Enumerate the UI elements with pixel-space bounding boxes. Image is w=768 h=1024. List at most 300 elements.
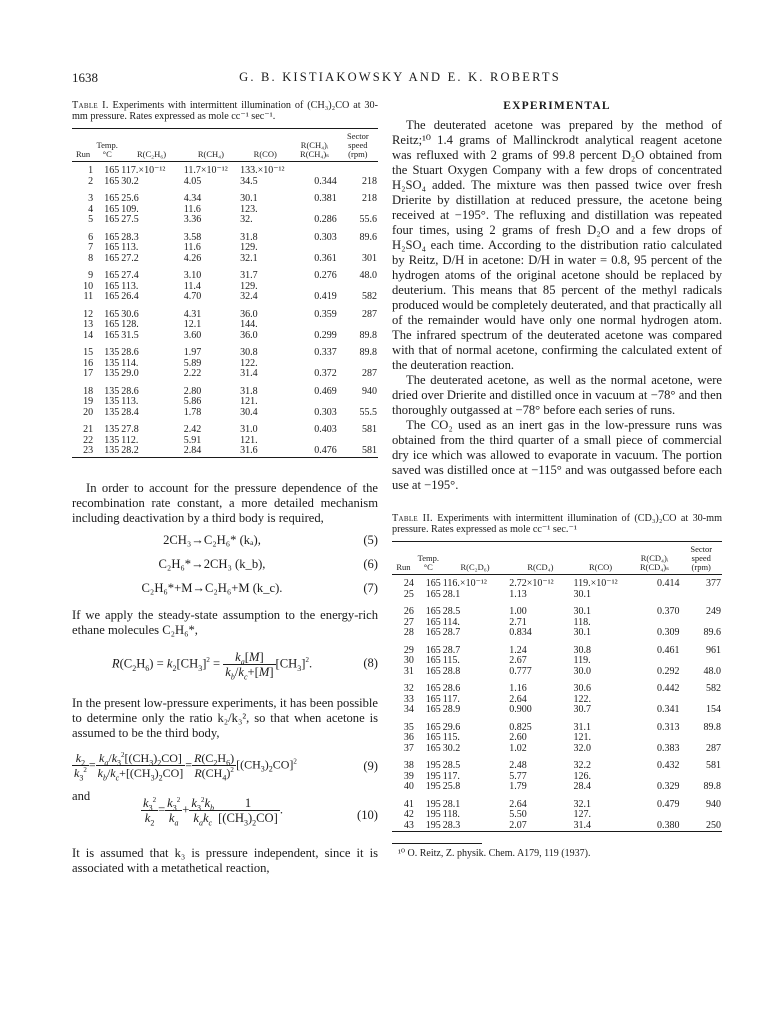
- table-cell: 0.419: [314, 291, 337, 302]
- table-cell: 0.900: [509, 704, 532, 715]
- table-cell: 165: [425, 588, 441, 600]
- table-row: [392, 705, 722, 716]
- table-cell: 25: [403, 588, 414, 600]
- table-cell: 89.6: [359, 231, 377, 243]
- table-cell: [291, 243, 337, 254]
- table-cell: 4: [88, 203, 94, 215]
- table-cell: 117.: [442, 770, 460, 782]
- table-cell: 11.4: [183, 280, 201, 292]
- table-cell: 2.22: [183, 368, 202, 379]
- table-cell: 30: [403, 655, 414, 666]
- table-row: [72, 177, 378, 188]
- table-cell: 165: [104, 175, 120, 187]
- table-cell: 0.383: [656, 742, 680, 754]
- table-cell: 165: [104, 280, 120, 292]
- table1: [72, 128, 378, 459]
- table-cell: 2.84: [183, 445, 202, 456]
- table-cell: 26.4: [121, 291, 139, 302]
- table2-header-temp: Temp. °C: [415, 542, 442, 575]
- table-cell: 2.64: [509, 798, 527, 810]
- table-cell: 11.6: [183, 203, 201, 215]
- table-cell: [680, 590, 722, 601]
- table-cell: 113.: [121, 280, 139, 292]
- table-cell: 165: [425, 742, 441, 754]
- table-cell: 582: [706, 683, 721, 694]
- table-cell: 89.8: [359, 347, 377, 358]
- table-cell: 31.1: [573, 721, 592, 733]
- table-cell: 0.276: [314, 270, 337, 281]
- table-cell: 28.6: [121, 385, 139, 397]
- table-cell: [629, 810, 681, 821]
- table1-caption-text: Experiments with intermittent illumination of (CH₃)₂CO at 30-mm pressure. Rates expressed as mole cc⁻¹ sec⁻¹.: [72, 100, 379, 122]
- table-cell: [680, 656, 722, 667]
- equation-10-body: $\frac{k_3^2}{k_2}$ = $\frac{k_3^2}{k_a}$ + $\frac{k_3^2k_b}{k_ak_c}$ $\frac{1}{[(CH_3)_2CO]}$ .: [142, 795, 284, 828]
- table-cell: [291, 397, 337, 408]
- table-cell: 249: [706, 606, 721, 617]
- table-row: [72, 162, 378, 177]
- table-cell: 5.86: [183, 396, 202, 407]
- table-cell: 0.403: [314, 424, 337, 435]
- table-cell: 0.309: [656, 627, 680, 638]
- table-cell: 165: [104, 291, 120, 302]
- table1-caption-label: Table I.: [72, 100, 109, 111]
- table-cell: 581: [362, 445, 377, 456]
- table-cell: 1: [88, 165, 94, 176]
- table-cell: 43: [403, 819, 414, 831]
- table-row: [392, 716, 722, 734]
- table-cell: 0.825: [509, 721, 532, 733]
- table-cell: [680, 733, 722, 744]
- table-cell: 32.1: [240, 252, 258, 264]
- table-cell: 940: [706, 798, 721, 810]
- table-cell: 195: [425, 760, 441, 771]
- equation-8-number: (8): [363, 655, 378, 670]
- table2-header-r2: R(CD₄): [508, 542, 572, 575]
- table-cell: 21: [83, 424, 94, 435]
- table-cell: 2.80: [183, 385, 202, 397]
- table-cell: 165: [104, 319, 120, 330]
- equation-7-body: C₂H₆*+M→C₂H₆+M (k_c).: [141, 580, 283, 595]
- table-cell: 4.26: [183, 252, 202, 264]
- table-cell: 165: [425, 616, 441, 628]
- table-cell: 17: [83, 368, 94, 379]
- table-cell: 135: [104, 434, 120, 446]
- equation-9-number: (9): [363, 758, 378, 773]
- experimental-paragraph-1: The deuterated acetone was prepared by the method of Reitz;¹⁰ 1.4 grams of Mallinckrodt analytical reagent acetone was refluxed with 2 grams of 99.8 percent D₂O obtained from the Stuart Oxygen Company with a few drops of concentrated H₂SO₄ added. The mixture was then passed twice over fresh Drierite by distillation at reduced pressure, the acetone being received at −195°. The refluxing and distillation was repeated four times, using 2 grams of fresh D₂O and a few drops of H₂SO₄ each time. According to the distribution ratio calculated by Reitz, D/H in acetone: D/H in water = 0.8, 95 percent of the hydrogen atoms of the original acetone should be replaced by deuterium. This means that 85 percent of the methyl radicals produced would be completely deuterated, and that practically all of the remainder would have only one normal hydrogen atom. The infrared spectrum of the deuterated acetone was compared with that of normal acetone, confirming the calculated extent of the deuteration reaction.: [392, 118, 722, 372]
- table-cell: 0.303: [314, 406, 337, 418]
- table-cell: 0.380: [656, 819, 680, 831]
- table-cell: 30.1: [573, 588, 592, 600]
- table2-header-ratio: R(CD₄)ᵢ R(CD₄)ₛ: [629, 542, 681, 575]
- table-cell: 117.: [442, 693, 460, 705]
- table-row: [72, 187, 378, 205]
- table-cell: 165: [104, 203, 120, 215]
- table-row: [392, 628, 722, 639]
- left-and: and: [72, 788, 91, 803]
- table-cell: 28.5: [442, 760, 461, 771]
- table-cell: 122.: [573, 693, 592, 705]
- table-cell: 18: [83, 385, 94, 397]
- table-cell: 165: [425, 578, 441, 589]
- table-cell: 5: [88, 214, 94, 225]
- table-cell: 940: [362, 385, 377, 397]
- table-row: [392, 639, 722, 657]
- table-cell: 165: [104, 308, 120, 320]
- equation-7: [72, 579, 378, 598]
- table-cell: 1.13: [509, 588, 527, 600]
- table-cell: 30.1: [573, 606, 592, 617]
- table-cell: 195: [425, 781, 441, 792]
- table-cell: 0.344: [314, 175, 337, 187]
- table-cell: 32.4: [240, 291, 258, 302]
- table-cell: 165: [425, 655, 441, 666]
- right-column: [392, 100, 722, 860]
- table-cell: 109.: [121, 203, 139, 215]
- table-cell: 23: [83, 445, 94, 456]
- table-cell: 31.4: [573, 819, 592, 831]
- table-cell: 55.5: [359, 406, 377, 418]
- table-cell: 1.79: [509, 781, 527, 792]
- table-cell: 36.0: [240, 308, 258, 320]
- table-cell: 30.1: [573, 627, 592, 638]
- equation-5-body: 2CH₃→C₂H₆* (kₐ),: [163, 532, 261, 547]
- table-row: [72, 369, 378, 380]
- table-cell: 38: [403, 760, 414, 771]
- table-cell: 29: [403, 644, 414, 656]
- table-cell: 165: [104, 214, 120, 225]
- table-cell: 581: [706, 760, 721, 771]
- table-cell: 28.4: [121, 406, 139, 418]
- table-cell: 287: [362, 308, 377, 320]
- table-cell: 32.2: [573, 760, 592, 771]
- table-cell: 165: [425, 606, 441, 617]
- table-cell: 165: [104, 252, 120, 264]
- equation-8: [72, 644, 378, 688]
- table-cell: 165: [425, 693, 441, 705]
- table-cell: 119.: [573, 655, 591, 666]
- table-cell: 135: [104, 357, 120, 369]
- table-cell: 0.476: [314, 445, 337, 456]
- table-cell: 2.07: [509, 819, 527, 831]
- table-cell: 195: [425, 809, 441, 820]
- table-cell: 2.67: [509, 655, 527, 666]
- table-cell: 1.02: [509, 742, 527, 754]
- table-cell: 28.7: [442, 627, 461, 638]
- table-cell: [291, 162, 337, 177]
- table-cell: [338, 320, 378, 331]
- table-cell: 25.8: [442, 781, 461, 792]
- table-cell: 5.50: [509, 809, 527, 820]
- table-cell: 29.6: [442, 721, 461, 733]
- table-cell: 28.3: [121, 231, 139, 243]
- table-cell: 30.0: [573, 665, 592, 677]
- table1-header-r1: R(C₂H₆): [120, 129, 182, 162]
- page-number: 1638: [72, 70, 98, 85]
- equation-5-number: (5): [363, 532, 378, 547]
- table-row: [392, 810, 722, 821]
- table-cell: 135: [104, 445, 120, 456]
- table-cell: 129.: [240, 242, 258, 253]
- table1-header-run: Run: [72, 129, 94, 162]
- table-cell: 30.1: [240, 193, 258, 204]
- table-cell: 3.10: [183, 270, 202, 281]
- table-row: [392, 590, 722, 601]
- table-cell: 2.71: [509, 616, 527, 628]
- table-cell: 34.5: [240, 175, 258, 187]
- table-cell: 116.×10⁻¹²: [442, 578, 487, 589]
- table1-header-r3: R(CO): [239, 129, 291, 162]
- table-cell: 133.×10⁻¹²: [240, 165, 285, 176]
- table2-header-r1: R(C₂D₆): [442, 542, 508, 575]
- equation-9-body: $\frac{k_2}{k_3^2}$ = $\frac{k_a/k_3^2[(CH_3)_2CO]}{k_b/k_c+[(CH_3)_2CO]}$ = $\frac{R(C_2H_6)}{R(CH_4)^2}$ $[(CH_3)_2CO]^2$: [74, 750, 297, 782]
- table-cell: 0.337: [314, 347, 337, 358]
- experimental-paragraph-3: The CO₂ used as an inert gas in the low-pressure runs was obtained from the third quarter of a small piece of commercial dry ice which was allowed to evaporate in vacuum. The portion saved was distilled once at −115° and was outgassed before each use at −195°.: [392, 418, 722, 492]
- table-cell: 114.: [442, 616, 460, 628]
- table-cell: 31.5: [121, 329, 139, 341]
- table-cell: 0.372: [314, 368, 337, 379]
- table-cell: 165: [425, 721, 441, 733]
- table-cell: 30.8: [573, 644, 592, 656]
- table1-header-r2: R(CH₄): [183, 129, 239, 162]
- table-cell: 165: [104, 193, 120, 204]
- table-cell: 11.7×10⁻¹²: [183, 165, 228, 176]
- table-cell: 31: [403, 665, 414, 677]
- table-cell: 135: [104, 385, 120, 397]
- table-cell: 1.78: [183, 406, 202, 418]
- left-paragraph-4: It is assumed that k₃ is pressure independent, since it is associated with a metathetical reaction,: [72, 845, 378, 875]
- table-cell: 11: [83, 291, 94, 302]
- table-cell: 126.: [573, 770, 592, 782]
- table-cell: 581: [362, 424, 377, 435]
- table-cell: [680, 810, 722, 821]
- table-cell: 7: [88, 242, 94, 253]
- table-cell: 0.341: [656, 704, 680, 715]
- table-cell: 25.6: [121, 193, 139, 204]
- table-cell: 195: [425, 798, 441, 810]
- table-cell: 48.0: [703, 665, 721, 677]
- table-row: [72, 418, 378, 436]
- table-cell: 287: [706, 742, 721, 754]
- table-cell: 30.7: [573, 704, 592, 715]
- table-cell: [629, 590, 681, 601]
- table-cell: [291, 320, 337, 331]
- table-cell: 35: [403, 721, 414, 733]
- table-cell: 301: [362, 252, 377, 264]
- table-cell: 2: [88, 175, 94, 187]
- equation-10-number: (10): [357, 807, 378, 822]
- table-cell: 6: [88, 231, 94, 243]
- table-cell: 31.8: [240, 385, 258, 397]
- table-cell: 115.: [442, 732, 460, 743]
- table-cell: 36.0: [240, 329, 258, 341]
- equation-6-number: (6): [363, 556, 378, 571]
- table-cell: 195: [425, 770, 441, 782]
- table-cell: 0.461: [656, 644, 680, 656]
- table-row: [392, 677, 722, 695]
- table-row: [72, 292, 378, 303]
- table-cell: 32.0: [573, 742, 592, 754]
- table-cell: 4.05: [183, 175, 202, 187]
- table-cell: 28.5: [442, 606, 461, 617]
- table-cell: 121.: [573, 732, 592, 743]
- table-cell: 250: [706, 819, 721, 831]
- table-cell: 113.: [121, 396, 139, 407]
- table-cell: 5.77: [509, 770, 527, 782]
- left-paragraph-3: In the present low-pressure experiments, it has been possible to determine only the ratio k₂/k₃², so that when acetone is assumed to be the third body,: [72, 695, 379, 740]
- table-cell: 28.1: [442, 588, 461, 600]
- table-cell: 5.89: [183, 357, 202, 369]
- table-cell: 89.6: [703, 627, 721, 638]
- table-cell: 129.: [240, 280, 258, 292]
- table-cell: 128.: [121, 319, 139, 330]
- table-cell: 34: [403, 704, 414, 715]
- equation-5: [72, 531, 378, 550]
- table-cell: 165: [425, 704, 441, 715]
- table-cell: 135: [104, 424, 120, 435]
- table-cell: 0.370: [656, 606, 680, 617]
- table1-body: [72, 162, 378, 458]
- table-cell: 28.7: [442, 644, 461, 656]
- table-cell: 55.6: [359, 214, 377, 225]
- table-cell: 26: [403, 606, 414, 617]
- table-cell: 165: [104, 329, 120, 341]
- table-cell: 2.60: [509, 732, 527, 743]
- table-cell: 115.: [442, 655, 460, 666]
- table-cell: 113.: [121, 242, 139, 253]
- table-cell: 0.361: [314, 252, 337, 264]
- table-cell: 121.: [240, 434, 258, 446]
- table-row: [392, 575, 722, 590]
- table-cell: 30.2: [442, 742, 461, 754]
- table-cell: 135: [104, 368, 120, 379]
- table-cell: 112.: [121, 434, 139, 446]
- table-row: [72, 446, 378, 457]
- table-cell: 135: [104, 406, 120, 418]
- table-cell: 5.91: [183, 434, 202, 446]
- table-cell: 42: [403, 809, 414, 820]
- table-cell: 28.2: [121, 445, 139, 456]
- table-cell: 0.469: [314, 385, 337, 397]
- table-cell: 2.48: [509, 760, 527, 771]
- table-row: [392, 744, 722, 755]
- table-cell: 117.×10⁻¹²: [121, 165, 166, 176]
- table-cell: 11.6: [183, 242, 201, 253]
- table-row: [392, 656, 722, 667]
- table-cell: 0.359: [314, 308, 337, 320]
- table-cell: 0.479: [656, 798, 680, 810]
- table-cell: 24: [403, 578, 414, 589]
- table-cell: 165: [425, 683, 441, 694]
- table-row: [392, 667, 722, 678]
- table-cell: 1.00: [509, 606, 527, 617]
- table-cell: 89.8: [703, 721, 721, 733]
- table-cell: 36: [403, 732, 414, 743]
- table-cell: 123.: [240, 203, 258, 215]
- table-cell: 165: [104, 165, 120, 176]
- table-row: [72, 397, 378, 408]
- table2-caption-text: Experiments with intermittent illumination of (CD₃)₂CO at 30-mm pressure. Rates expressed as mole cc⁻¹ sec.⁻¹: [392, 513, 722, 535]
- table-cell: 30.4: [240, 406, 258, 418]
- table-row: [72, 408, 378, 419]
- table-cell: 28.3: [442, 819, 461, 831]
- table2-caption: [392, 513, 722, 535]
- table-cell: 27.5: [121, 214, 139, 225]
- table-cell: 2.42: [183, 424, 202, 435]
- table-cell: 2.72×10⁻¹²: [509, 578, 554, 589]
- table-cell: 3.36: [183, 214, 202, 225]
- table-cell: 39: [403, 770, 414, 782]
- table-cell: 28.1: [442, 798, 461, 810]
- table-row: [392, 754, 722, 772]
- table-cell: 4.70: [183, 291, 202, 302]
- table-cell: 29.0: [121, 368, 139, 379]
- table-cell: 37: [403, 742, 414, 754]
- table-cell: 1.16: [509, 683, 527, 694]
- table-cell: 31.0: [240, 424, 258, 435]
- table-cell: 3: [88, 193, 94, 204]
- page-header: [72, 70, 728, 90]
- table-cell: 31.8: [240, 231, 258, 243]
- table-cell: 31.4: [240, 368, 258, 379]
- table-cell: 12.1: [183, 319, 202, 330]
- table-cell: 0.442: [656, 683, 680, 694]
- table-cell: [629, 656, 681, 667]
- table-cell: [629, 733, 681, 744]
- table-row: [72, 380, 378, 398]
- table-cell: 1.97: [183, 347, 202, 358]
- table-cell: [338, 397, 378, 408]
- table-cell: 31.6: [240, 445, 258, 456]
- table-cell: 28.6: [121, 347, 139, 358]
- table-row: [392, 733, 722, 744]
- table-cell: 32.: [240, 214, 253, 225]
- footnote-rule: [392, 843, 482, 844]
- table-cell: 16: [83, 357, 94, 369]
- table-cell: 165: [425, 627, 441, 638]
- table-cell: 12: [83, 308, 94, 320]
- table-cell: 4.34: [183, 193, 202, 204]
- table1-header-ratio: R(CH₄)ᵢ R(CH₄)ₛ: [291, 129, 337, 162]
- table-cell: 30.6: [121, 308, 139, 320]
- table-cell: 30.6: [573, 683, 592, 694]
- table-cell: 30.8: [240, 347, 258, 358]
- table-cell: 118.: [442, 809, 460, 820]
- table-cell: 135: [104, 396, 120, 407]
- table-cell: 165: [425, 644, 441, 656]
- table-cell: 30.2: [121, 175, 139, 187]
- table-cell: [338, 162, 378, 177]
- table2-caption-label: Table II.: [392, 513, 433, 524]
- table-cell: 22: [83, 434, 94, 446]
- table-row: [72, 303, 378, 321]
- table-cell: 0.777: [509, 665, 532, 677]
- table-row: [392, 793, 722, 811]
- experimental-paragraph-2: The deuterated acetone, as well as the normal acetone, were dried over Drierite and distilled once in vacuum at −78° and then thoroughly outgassed at −78° before each series of runs.: [392, 373, 722, 417]
- footnote-reitz: ¹⁰ O. Reitz, Z. physik. Chem. A179, 119 (1937).: [398, 848, 591, 859]
- table-row: [72, 254, 378, 265]
- table2-body: [392, 575, 722, 832]
- table-cell: 154: [706, 704, 721, 715]
- table-cell: 28.4: [573, 781, 592, 792]
- table-cell: 28.9: [442, 704, 461, 715]
- table-cell: 3.58: [183, 231, 202, 243]
- table-cell: 114.: [121, 357, 139, 369]
- table-cell: 9: [88, 270, 94, 281]
- table-row: [72, 226, 378, 244]
- table-row: [72, 243, 378, 254]
- section-title-experimental: EXPERIMENTAL: [503, 100, 611, 112]
- table-cell: 0.414: [656, 578, 680, 589]
